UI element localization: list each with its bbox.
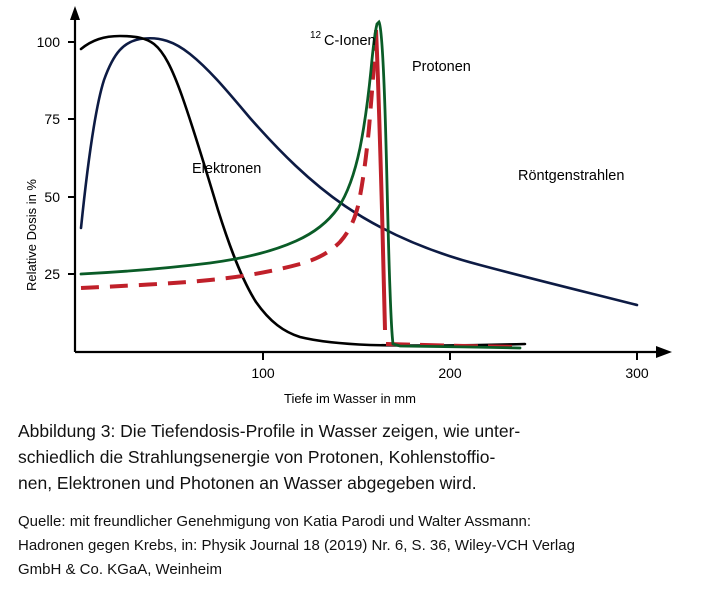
x-tick-label-100: 100 <box>251 365 275 381</box>
x-tick-label-200: 200 <box>438 365 462 381</box>
x-axis-arrow <box>656 346 672 358</box>
figure-caption <box>18 418 690 496</box>
caption-block <box>18 418 690 582</box>
source-line-3: GmbH & Co. KGaA, Weinheim <box>18 561 222 578</box>
annotation-electrons-label: Elektronen <box>192 161 262 177</box>
caption-line-1: Abbildung 3: Die Tiefendosis-Profile in Wasser zeigen, wie unter- <box>18 421 521 441</box>
annotation-carbon-label: C-Ionen <box>324 33 376 49</box>
annotation-xrays-label: Röntgenstrahlen <box>518 168 625 184</box>
y-axis-arrow <box>70 6 80 20</box>
y-tick-label-75: 75 <box>44 111 60 127</box>
y-tick-label-25: 25 <box>44 266 60 282</box>
figure-source <box>18 510 690 582</box>
annotation-carbon-superscript: 12 <box>310 30 322 41</box>
caption-line-2: schiedlich die Strahlungsenergie von Protonen, Kohlenstoffio- <box>18 447 496 467</box>
source-line-2: Hadronen gegen Krebs, in: Physik Journal 18 (2019) Nr. 6, S. 36, Wiley-VCH Verlag <box>18 537 575 554</box>
y-tick-label-100: 100 <box>36 34 60 50</box>
x-tick-label-300: 300 <box>625 365 649 381</box>
y-tick-label-50: 50 <box>44 189 60 205</box>
annotation-protons-label: Protonen <box>412 59 471 75</box>
x-axis-title: Tiefe im Wasser in mm <box>284 391 416 406</box>
y-axis-title: Relative Dosis in % <box>24 179 39 291</box>
source-line-1: Quelle: mit freundlicher Genehmigung von Katia Parodi und Walter Assmann: <box>18 513 532 530</box>
series-electrons-curve <box>81 36 525 346</box>
caption-line-3: nen, Elektronen und Photonen an Wasser abgegeben wird. <box>18 473 477 493</box>
series-protons-curve <box>81 30 376 288</box>
annotation-carbon <box>310 30 376 49</box>
